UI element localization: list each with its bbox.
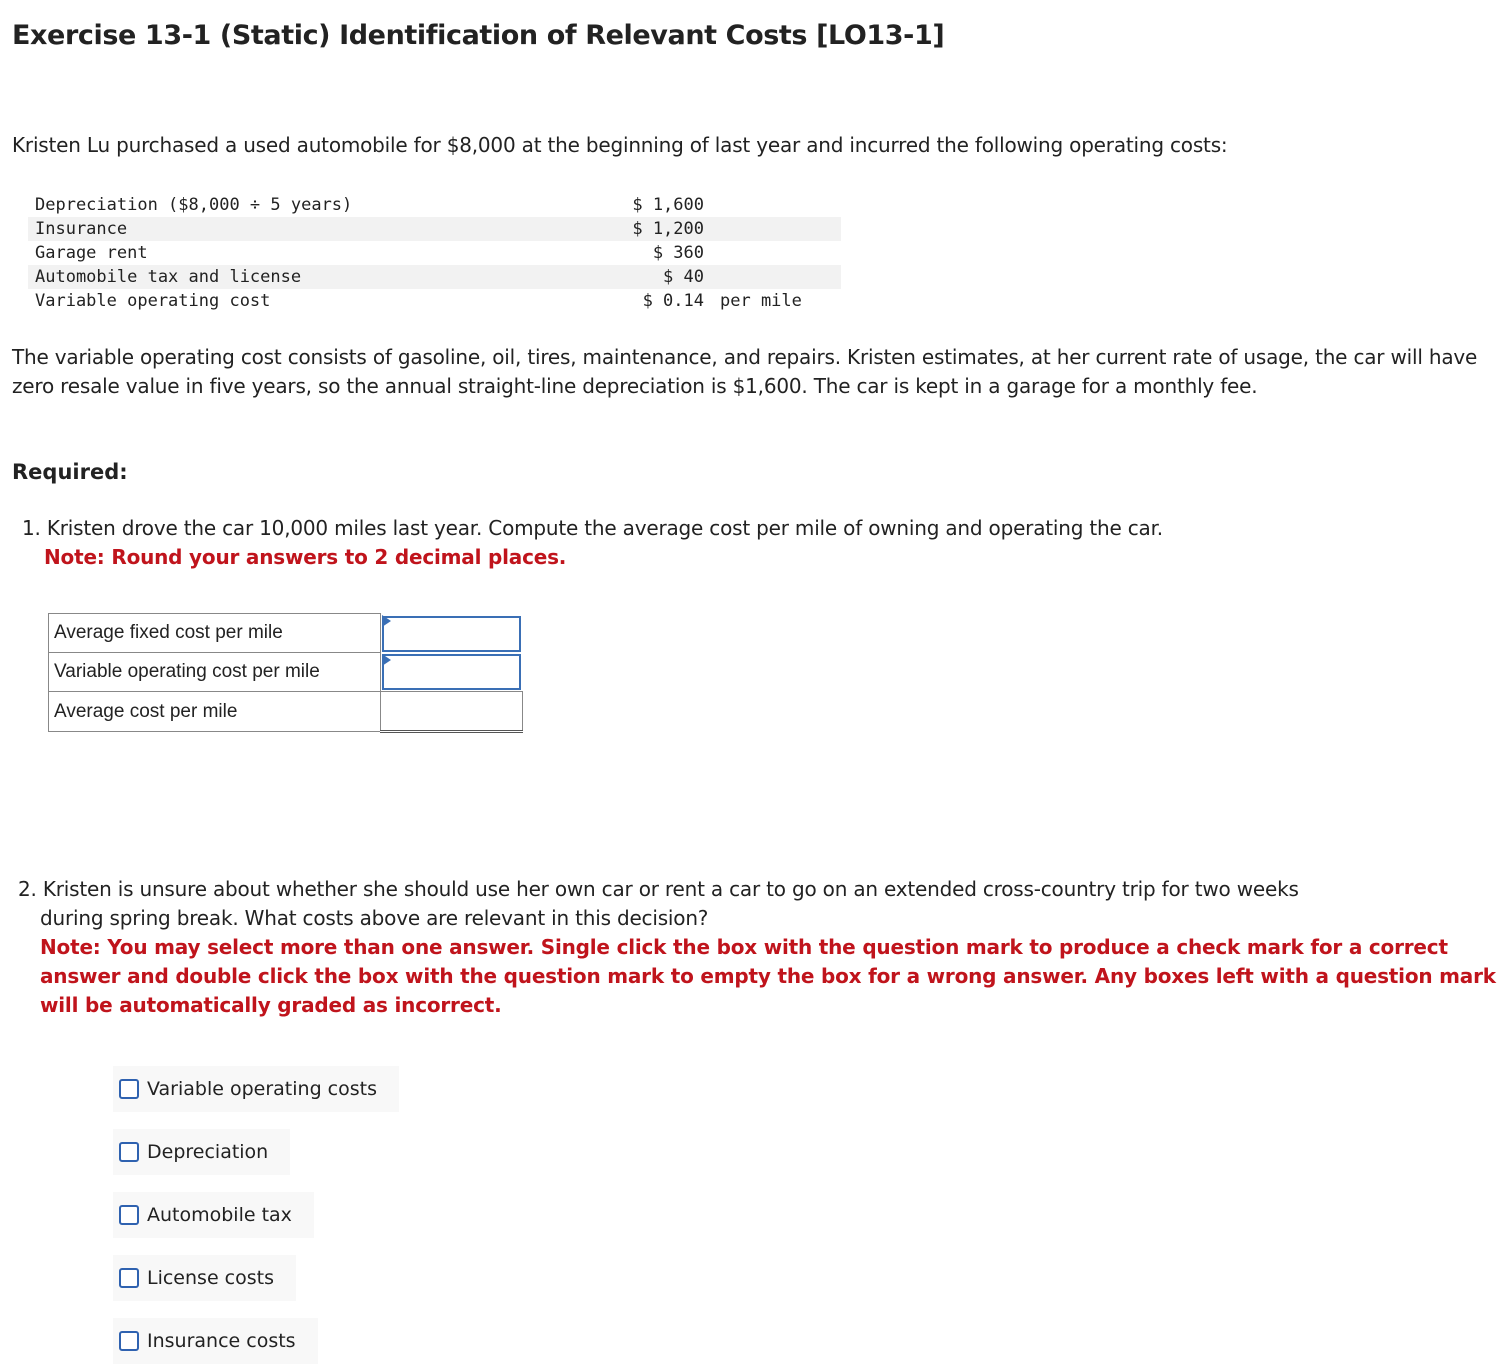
question-1 <box>22 514 1163 572</box>
checkbox-icon[interactable] <box>119 1205 139 1225</box>
cost-label: Variable operating cost <box>35 291 271 311</box>
answer-row-variable <box>49 653 523 692</box>
cost-row-tax-license <box>28 265 841 289</box>
input-marker-icon <box>382 615 391 627</box>
question-2 <box>18 875 1498 1020</box>
option-label: Depreciation <box>147 1141 269 1163</box>
description-text: The variable operating cost consists of gasoline, oil, tires, maintenance, and repairs. Kristen estimates, at her current rate of usage, the car will have zero resale value in five years, so the annual straight-line depreciation is $1,600. The car is kept in a garage for a monthly fee. <box>12 345 1478 398</box>
operating-cost-table <box>28 193 841 313</box>
input-marker-icon <box>382 654 391 666</box>
option-depreciation[interactable] <box>113 1129 290 1175</box>
cost-label: Depreciation ($8,000 ÷ 5 years) <box>35 195 353 215</box>
cost-label: Garage rent <box>35 243 148 263</box>
cost-amount: $ 1,600 <box>632 195 704 215</box>
answer-table <box>48 613 523 733</box>
answer-cell <box>381 653 523 692</box>
required-heading: Required: <box>12 460 128 484</box>
option-license-costs[interactable] <box>113 1255 296 1301</box>
option-label: Insurance costs <box>147 1330 296 1352</box>
cost-amount: $ 0.14 <box>642 291 704 311</box>
answer-label: Average cost per mile <box>49 692 381 732</box>
answer-label: Variable operating cost per mile <box>49 653 381 692</box>
option-label: Variable operating costs <box>147 1078 377 1100</box>
option-label: Automobile tax <box>147 1204 292 1226</box>
cost-amount: $ 1,200 <box>632 219 704 239</box>
cost-row-insurance <box>28 217 841 241</box>
question-1-note: Note: Round your answers to 2 decimal places. <box>44 545 567 569</box>
checkbox-icon[interactable] <box>119 1079 139 1099</box>
question-2-note: Note: You may select more than one answer. Single click the box with the question mark to produce a check mark for a correct answer and double click the box with the question mark to empty the box for a wrong answer. Any boxes left with a question mark will be automatically graded as incorrect. <box>40 935 1496 1017</box>
page-title: Exercise 13-1 (Static) Identification of Relevant Costs [LO13-1] <box>12 20 945 51</box>
checkbox-icon[interactable] <box>119 1142 139 1162</box>
answer-label: Average fixed cost per mile <box>49 614 381 653</box>
cost-amount: $ 40 <box>663 267 704 287</box>
option-label: License costs <box>147 1267 274 1289</box>
average-cost-total <box>381 692 523 732</box>
cost-unit: per mile <box>720 291 802 311</box>
cost-row-depreciation <box>28 193 841 217</box>
average-fixed-cost-input[interactable] <box>382 616 521 652</box>
cost-label: Insurance <box>35 219 128 239</box>
intro-text: Kristen Lu purchased a used automobile for $8,000 at the beginning of last year and incurred the following operating costs: <box>12 133 1228 157</box>
answer-cell <box>381 614 523 653</box>
checkbox-icon[interactable] <box>119 1268 139 1288</box>
question-2-text-cont: during spring break. What costs above are relevant in this decision? <box>40 906 709 930</box>
question-2-text: 2. Kristen is unsure about whether she should use her own car or rent a car to go on an extended cross-country trip for two weeks <box>18 877 1299 901</box>
answer-row-fixed <box>49 614 523 653</box>
variable-cost-input[interactable] <box>382 654 521 690</box>
cost-label: Automobile tax and license <box>35 267 302 287</box>
cost-row-variable <box>28 289 841 313</box>
option-insurance-costs[interactable] <box>113 1318 318 1364</box>
option-variable-operating-costs[interactable] <box>113 1066 399 1112</box>
option-automobile-tax[interactable] <box>113 1192 314 1238</box>
cost-amount: $ 360 <box>652 243 704 263</box>
answer-row-average <box>49 692 523 732</box>
checkbox-icon[interactable] <box>119 1331 139 1351</box>
question-1-text: 1. Kristen drove the car 10,000 miles last year. Compute the average cost per mile of owning and operating the car. <box>22 516 1163 540</box>
cost-row-garage-rent <box>28 241 841 265</box>
